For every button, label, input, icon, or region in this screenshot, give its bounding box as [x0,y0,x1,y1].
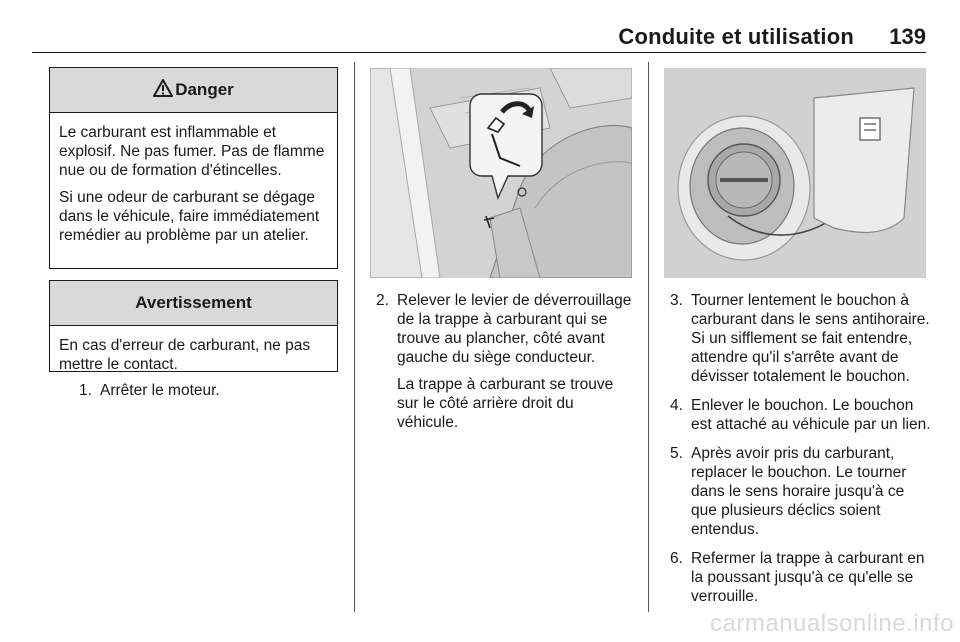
step-note: La trappe à carburant se trouve sur le côté arrière droit du véhicule. [397,376,614,431]
danger-box-title: Danger [175,80,234,99]
warning-box-body [50,326,337,388]
steps-list-col1 [79,381,341,410]
danger-box [49,67,338,269]
danger-paragraph: Si une odeur de carburant se dégage dans le véhicule, faire immédiatement remédier au problème par un atelier. [59,189,320,244]
fuel-lever-illustration [370,68,632,278]
step-number: 6. [670,550,683,567]
steps-list-col2 [376,291,638,442]
step-text: Tourner lentement le bouchon à carburant dans le sens antihoraire. Si un sifflement se fait entendre, attendre qu'il s'arrête avant de dévisser totalement le bouchon. [691,292,930,385]
warning-box-header [50,281,337,326]
column-divider-right [648,62,649,612]
step-item [670,549,932,606]
step-item [376,291,638,432]
warning-box-title: Avertissement [135,293,252,312]
danger-box-body [50,113,337,259]
step-item [670,291,932,386]
step-number: 4. [670,397,683,414]
fuel-cap-illustration [664,68,926,278]
step-text: Refermer la trappe à carburant en la poussant jusqu'à ce qu'elle se verrouille. [691,550,925,605]
warning-triangle-icon [153,70,173,114]
column-divider-left [354,62,355,612]
step-item [79,381,341,400]
danger-box-header [50,68,337,113]
step-number: 5. [670,445,683,462]
warning-box [49,280,338,372]
step-item [670,444,932,539]
page-number: 139 [889,24,926,49]
step-text: Après avoir pris du carburant, replacer le bouchon. Le tourner dans le sens horaire jusqu'à ce que plusieurs déclics soient entendus. [691,445,907,538]
section-title: Conduite et utilisation [618,24,854,49]
page-header [32,22,926,53]
step-text: Arrêter le moteur. [100,382,220,399]
step-number: 3. [670,292,683,309]
danger-paragraph: Le carburant est inflammable et explosif. Ne pas fumer. Pas de flamme nue ou de formation d'étincelles. [59,124,325,179]
step-text: Relever le levier de déverrouillage de la trappe à carburant qui se trouve au plancher, côté avant gauche du siège conducteur. [397,292,632,366]
step-number: 2. [376,292,389,309]
watermark: carmanualsonline.info [710,610,954,637]
step-text: Enlever le bouchon. Le bouchon est attaché au véhicule par un lien. [691,397,931,433]
warning-text: En cas d'erreur de carburant, ne pas mettre le contact. [59,337,311,373]
step-number: 1. [79,382,92,399]
step-item [670,396,932,434]
steps-list-col3 [670,291,932,616]
